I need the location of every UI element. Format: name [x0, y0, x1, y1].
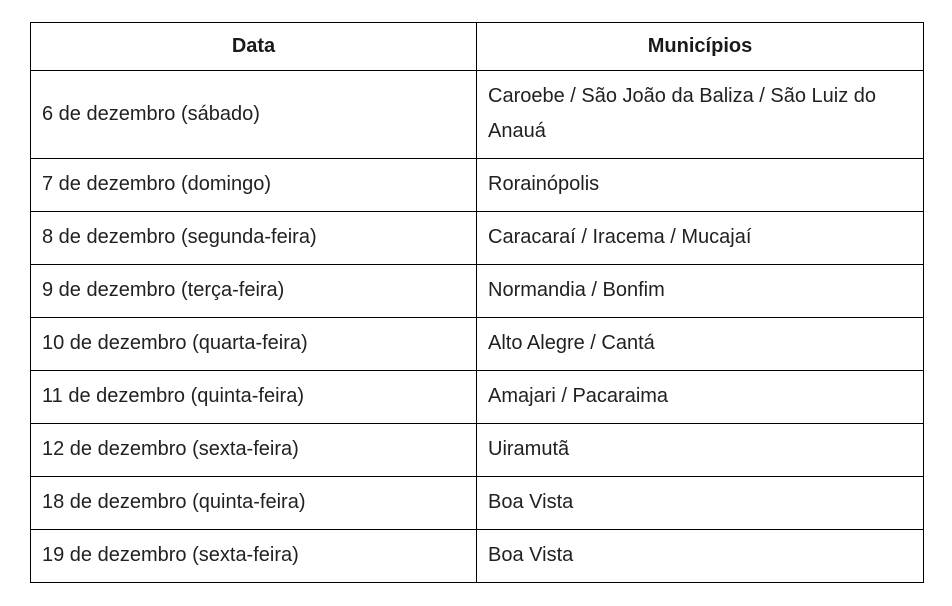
- table-row: [31, 265, 924, 318]
- table-row: [31, 530, 924, 583]
- date-cell: 6 de dezembro (sábado): [31, 71, 477, 159]
- table-row: [31, 371, 924, 424]
- table-row: [31, 318, 924, 371]
- date-cell: 18 de dezembro (quinta-feira): [31, 477, 477, 530]
- municipios-cell: Amajari / Pacaraima: [477, 371, 924, 424]
- table-row: [31, 424, 924, 477]
- table-body: [31, 71, 924, 583]
- table-header: [31, 23, 924, 71]
- column-header-municipios: Municípios: [477, 23, 924, 71]
- municipios-cell: Boa Vista: [477, 477, 924, 530]
- date-cell: 11 de dezembro (quinta-feira): [31, 371, 477, 424]
- municipios-cell: Rorainópolis: [477, 159, 924, 212]
- date-cell: 12 de dezembro (sexta-feira): [31, 424, 477, 477]
- municipios-cell: Uiramutã: [477, 424, 924, 477]
- schedule-table: [30, 22, 924, 583]
- municipios-cell: Alto Alegre / Cantá: [477, 318, 924, 371]
- municipios-cell: Caroebe / São João da Baliza / São Luiz do Anauá: [477, 71, 924, 159]
- date-cell: 9 de dezembro (terça-feira): [31, 265, 477, 318]
- municipios-cell: Boa Vista: [477, 530, 924, 583]
- table-row: [31, 477, 924, 530]
- column-header-data: Data: [31, 23, 477, 71]
- date-cell: 8 de dezembro (segunda-feira): [31, 212, 477, 265]
- date-cell: 10 de dezembro (quarta-feira): [31, 318, 477, 371]
- date-cell: 7 de dezembro (domingo): [31, 159, 477, 212]
- municipios-cell: Normandia / Bonfim: [477, 265, 924, 318]
- header-row: [31, 23, 924, 71]
- date-cell: 19 de dezembro (sexta-feira): [31, 530, 477, 583]
- table-row: [31, 159, 924, 212]
- table-row: [31, 212, 924, 265]
- table-row: [31, 71, 924, 159]
- municipios-cell: Caracaraí / Iracema / Mucajaí: [477, 212, 924, 265]
